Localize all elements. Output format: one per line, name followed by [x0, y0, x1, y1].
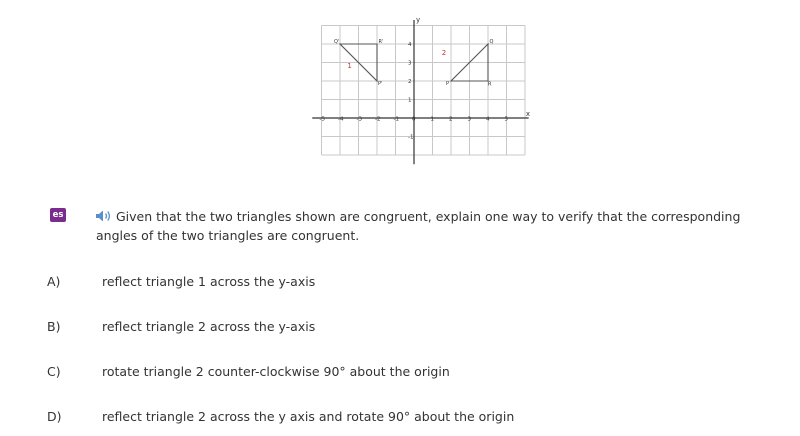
choice-b[interactable] — [0, 317, 800, 337]
speaker-icon[interactable] — [96, 208, 113, 220]
x-tick-label: -1 — [393, 116, 399, 123]
choice-a[interactable] — [0, 272, 800, 292]
triangle-1-label: 1 — [347, 62, 352, 71]
vertex-label: P — [446, 81, 450, 87]
x-tick-label: -2 — [375, 116, 381, 123]
choice-text: reflect triangle 2 across the y-axis — [102, 319, 316, 334]
x-tick-label: 1 — [430, 116, 434, 123]
choice-letter: A) — [47, 274, 61, 289]
x-tick-label: -4 — [338, 116, 344, 123]
choice-text: reflect triangle 2 across the y axis and rotate 90° about the origin — [102, 409, 515, 424]
choice-letter: D) — [47, 409, 62, 424]
x-tick-label: 5 — [504, 116, 508, 123]
y-tick-label: 1 — [408, 97, 412, 104]
choice-letter: C) — [47, 364, 61, 379]
vertex-label: Q — [489, 39, 494, 45]
x-tick-label: 2 — [449, 116, 453, 123]
coordinate-grid-figure — [309, 18, 531, 174]
grid-graphic — [309, 18, 531, 174]
vertex-label: R' — [378, 39, 384, 45]
x-tick-label: 3 — [467, 116, 471, 123]
x-tick-label: 4 — [486, 116, 490, 123]
x-tick-label: -3 — [356, 116, 362, 123]
triangle-2-label: 2 — [441, 49, 447, 58]
choice-text: reflect triangle 1 across the y-axis — [102, 274, 316, 289]
question-block — [96, 207, 776, 245]
choice-c[interactable] — [0, 362, 800, 382]
vertex-label: Q' — [334, 39, 340, 45]
choice-letter: B) — [47, 319, 61, 334]
vertex-label: P' — [378, 81, 383, 87]
spanish-badge-icon[interactable]: es — [50, 208, 66, 222]
x-axis-label: x — [525, 110, 531, 118]
vertex-label: R — [488, 81, 492, 88]
choice-d[interactable] — [0, 407, 800, 427]
y-tick-label: 3 — [408, 60, 412, 67]
y-axis-label: y — [416, 18, 421, 24]
x-tick-label: 0 — [412, 116, 416, 123]
x-tick-label: -5 — [319, 116, 325, 123]
y-tick-label: 4 — [408, 42, 412, 48]
choice-text: rotate triangle 2 counter-clockwise 90° about the origin — [102, 364, 450, 379]
y-tick-label: 2 — [408, 79, 412, 85]
y-tick-label: -1 — [408, 134, 414, 141]
question-text: Given that the two triangles shown are congruent, explain one way to verify that the corresponding angles of the two triangles are congruent. — [96, 209, 741, 243]
